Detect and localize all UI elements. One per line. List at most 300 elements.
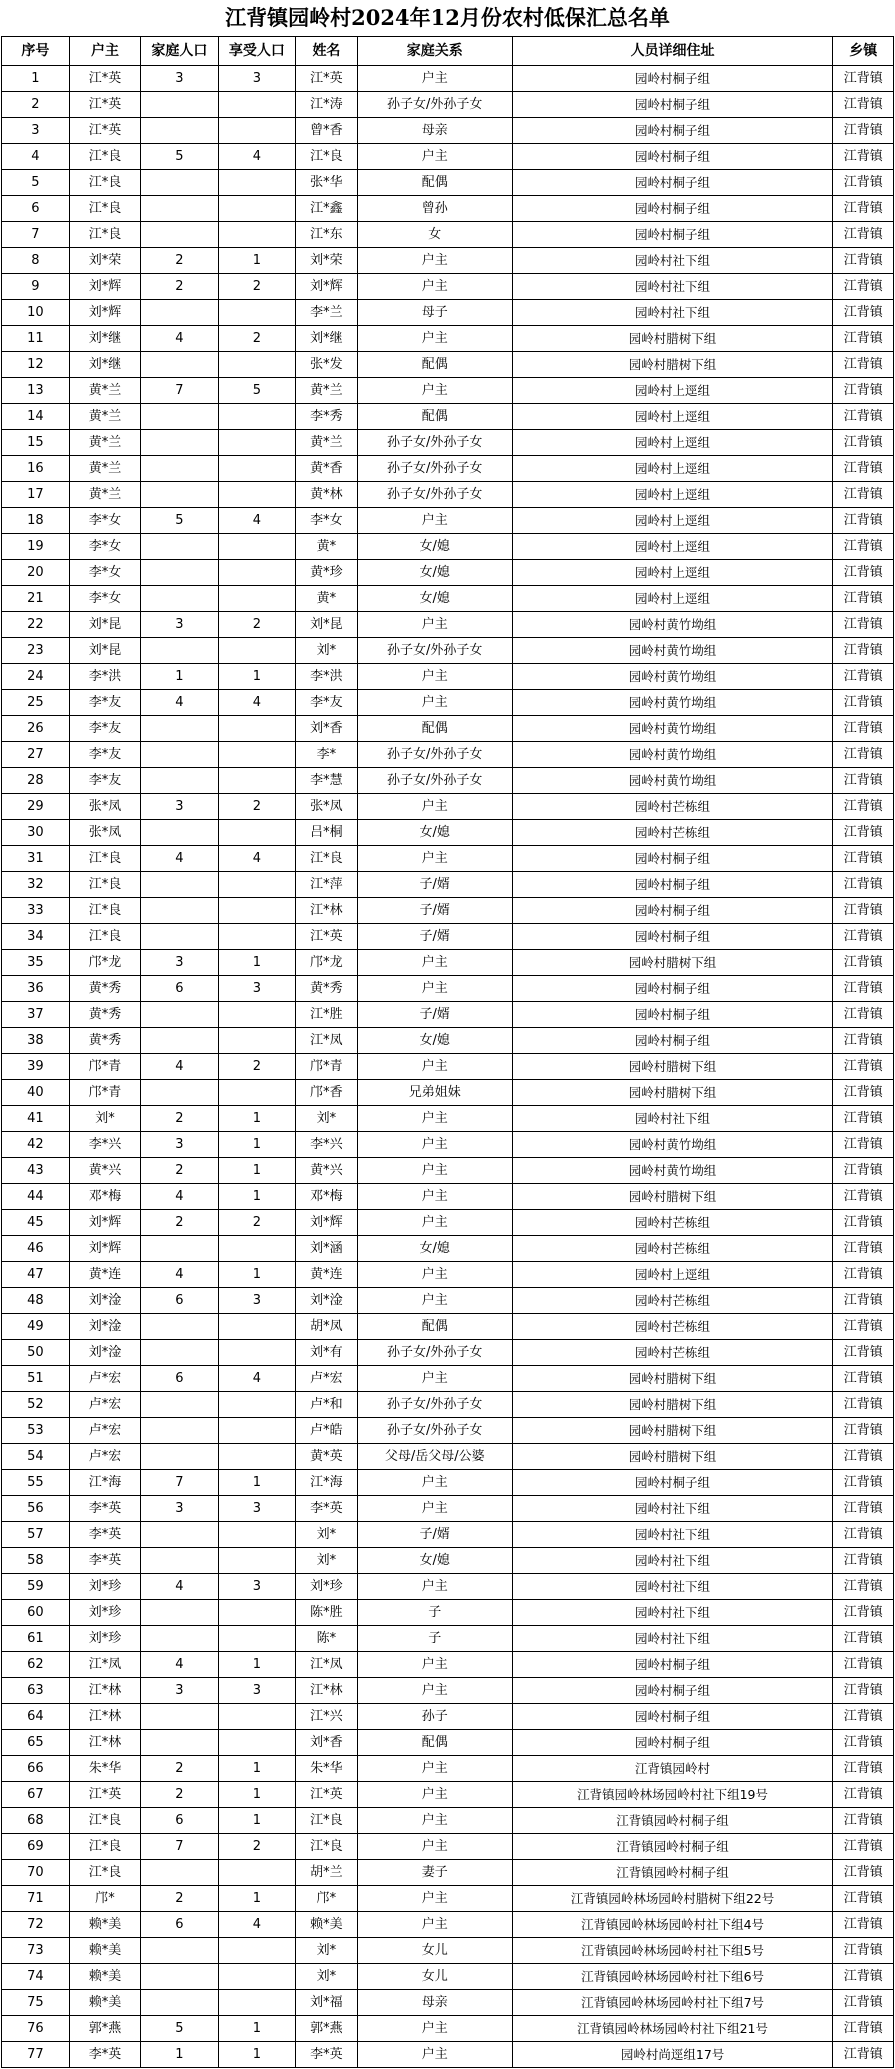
serial-cell: 36: [2, 976, 70, 1002]
township-cell: 江背镇: [833, 482, 894, 508]
relation-cell: 曾孙: [357, 196, 512, 222]
household-head-cell: 卢*宏: [69, 1418, 140, 1444]
household-size-cell: 7: [141, 1470, 218, 1496]
member-name-cell: 刘*涵: [296, 1236, 358, 1262]
table-row: [2, 1210, 894, 1236]
member-name-cell: 胡*凤: [296, 1314, 358, 1340]
household-size-cell: [141, 1418, 218, 1444]
township-cell: 江背镇: [833, 274, 894, 300]
household-head-cell: 江*林: [69, 1704, 140, 1730]
table-row: [2, 1132, 894, 1158]
table-row: [2, 352, 894, 378]
member-name-cell: 曾*香: [296, 118, 358, 144]
relation-cell: 母亲: [357, 118, 512, 144]
township-cell: 江背镇: [833, 1704, 894, 1730]
member-name-cell: 江*良: [296, 846, 358, 872]
table-row: [2, 1860, 894, 1886]
beneficiary-count-cell: 5: [218, 378, 295, 404]
serial-cell: 18: [2, 508, 70, 534]
member-name-cell: 江*良: [296, 1834, 358, 1860]
table-row: [2, 664, 894, 690]
relation-cell: 户主: [357, 976, 512, 1002]
address-cell: 园岭村黄竹坳组: [512, 638, 833, 664]
household-head-cell: 刘*辉: [69, 274, 140, 300]
address-cell: 园岭村腊树下组: [512, 1392, 833, 1418]
relation-cell: 女/媳: [357, 1548, 512, 1574]
relation-cell: 子: [357, 1600, 512, 1626]
table-row: [2, 1444, 894, 1470]
relation-cell: 孙子女/外孙子女: [357, 1340, 512, 1366]
table-row: [2, 456, 894, 482]
member-name-cell: 李*: [296, 742, 358, 768]
household-head-cell: 李*兴: [69, 1132, 140, 1158]
address-cell: 园岭村桐子组: [512, 1652, 833, 1678]
household-head-cell: 刘*继: [69, 352, 140, 378]
household-head-cell: 江*良: [69, 872, 140, 898]
header-cell: 户主: [69, 37, 140, 66]
beneficiary-count-cell: [218, 534, 295, 560]
township-cell: 江背镇: [833, 1340, 894, 1366]
beneficiary-count-cell: [218, 924, 295, 950]
member-name-cell: 刘*荣: [296, 248, 358, 274]
table-row: [2, 1808, 894, 1834]
member-name-cell: 李*慧: [296, 768, 358, 794]
household-size-cell: 2: [141, 248, 218, 274]
table-row: [2, 872, 894, 898]
household-head-cell: 李*友: [69, 716, 140, 742]
table-row: [2, 144, 894, 170]
beneficiary-count-cell: [218, 1548, 295, 1574]
township-cell: 江背镇: [833, 898, 894, 924]
serial-cell: 71: [2, 1886, 70, 1912]
table-row: [2, 1158, 894, 1184]
beneficiary-count-cell: 4: [218, 846, 295, 872]
member-name-cell: 江*林: [296, 1678, 358, 1704]
address-cell: 园岭村桐子组: [512, 1730, 833, 1756]
address-cell: 园岭村芒栋组: [512, 1340, 833, 1366]
relation-cell: 女/媳: [357, 560, 512, 586]
address-cell: 园岭村上逕组: [512, 378, 833, 404]
serial-cell: 5: [2, 170, 70, 196]
beneficiary-count-cell: 1: [218, 1782, 295, 1808]
township-cell: 江背镇: [833, 1106, 894, 1132]
member-name-cell: 刘*: [296, 1522, 358, 1548]
relation-cell: 配偶: [357, 404, 512, 430]
relation-cell: 子: [357, 1626, 512, 1652]
household-size-cell: 7: [141, 378, 218, 404]
member-name-cell: 江*海: [296, 1470, 358, 1496]
household-size-cell: 6: [141, 1808, 218, 1834]
township-cell: 江背镇: [833, 326, 894, 352]
township-cell: 江背镇: [833, 716, 894, 742]
relation-cell: 女/媳: [357, 534, 512, 560]
member-name-cell: 江*凤: [296, 1028, 358, 1054]
table-row: [2, 1028, 894, 1054]
household-head-cell: 江*凤: [69, 1652, 140, 1678]
household-size-cell: 3: [141, 950, 218, 976]
page-title: 江背镇园岭村2024年12月份农村低保汇总名单: [225, 5, 670, 30]
household-size-cell: 1: [141, 664, 218, 690]
household-head-cell: 江*英: [69, 92, 140, 118]
serial-cell: 61: [2, 1626, 70, 1652]
relation-cell: 子/婿: [357, 898, 512, 924]
address-cell: 江背镇园岭林场园岭村腊树下组22号: [512, 1886, 833, 1912]
member-name-cell: 黄*兰: [296, 430, 358, 456]
relation-cell: 户主: [357, 1470, 512, 1496]
table-row: [2, 1912, 894, 1938]
beneficiary-count-cell: [218, 1028, 295, 1054]
header-row: [2, 37, 894, 66]
household-head-cell: 刘*辉: [69, 1210, 140, 1236]
member-name-cell: 李*英: [296, 1496, 358, 1522]
household-head-cell: 江*良: [69, 924, 140, 950]
household-size-cell: 4: [141, 1054, 218, 1080]
township-cell: 江背镇: [833, 1860, 894, 1886]
relation-cell: 户主: [357, 274, 512, 300]
household-size-cell: 4: [141, 1262, 218, 1288]
township-cell: 江背镇: [833, 1964, 894, 1990]
relation-cell: 户主: [357, 1054, 512, 1080]
table-row: [2, 1730, 894, 1756]
beneficiary-count-cell: 1: [218, 1652, 295, 1678]
household-head-cell: 江*英: [69, 1782, 140, 1808]
household-size-cell: 3: [141, 1132, 218, 1158]
township-cell: 江背镇: [833, 352, 894, 378]
table-row: [2, 1990, 894, 2016]
member-name-cell: 赖*美: [296, 1912, 358, 1938]
household-size-cell: 5: [141, 144, 218, 170]
member-name-cell: 刘*福: [296, 1990, 358, 2016]
member-name-cell: 江*林: [296, 898, 358, 924]
table-row: [2, 430, 894, 456]
address-cell: 园岭村腊树下组: [512, 950, 833, 976]
township-cell: 江背镇: [833, 66, 894, 92]
table-row: [2, 274, 894, 300]
address-cell: 江背镇园岭村桐子组: [512, 1808, 833, 1834]
household-size-cell: [141, 898, 218, 924]
relation-cell: 孙子: [357, 1704, 512, 1730]
serial-cell: 66: [2, 1756, 70, 1782]
household-size-cell: [141, 92, 218, 118]
member-name-cell: 刘*有: [296, 1340, 358, 1366]
member-name-cell: 江*良: [296, 1808, 358, 1834]
household-head-cell: 黄*兰: [69, 404, 140, 430]
table-row: [2, 1600, 894, 1626]
member-name-cell: 李*兰: [296, 300, 358, 326]
township-cell: 江背镇: [833, 950, 894, 976]
serial-cell: 76: [2, 2016, 70, 2042]
address-cell: 江背镇园岭林场园岭村社下组19号: [512, 1782, 833, 1808]
member-name-cell: 邝*香: [296, 1080, 358, 1106]
address-cell: 园岭村上逕组: [512, 534, 833, 560]
table-row: [2, 1392, 894, 1418]
household-size-cell: 2: [141, 1210, 218, 1236]
table-row: [2, 1106, 894, 1132]
table-row: [2, 924, 894, 950]
beneficiary-count-cell: 4: [218, 1912, 295, 1938]
household-head-cell: 刘*荣: [69, 248, 140, 274]
township-cell: 江背镇: [833, 1080, 894, 1106]
township-cell: 江背镇: [833, 508, 894, 534]
household-size-cell: 1: [141, 2042, 218, 2068]
township-cell: 江背镇: [833, 144, 894, 170]
household-size-cell: [141, 1522, 218, 1548]
table-row: [2, 1288, 894, 1314]
address-cell: 江背镇园岭林场园岭村社下组7号: [512, 1990, 833, 2016]
household-size-cell: 6: [141, 1366, 218, 1392]
household-size-cell: [141, 924, 218, 950]
beneficiary-count-cell: [218, 1314, 295, 1340]
beneficiary-count-cell: 1: [218, 2042, 295, 2068]
address-cell: 江背镇园岭林场园岭村社下组4号: [512, 1912, 833, 1938]
household-head-cell: 卢*宏: [69, 1366, 140, 1392]
township-cell: 江背镇: [833, 222, 894, 248]
address-cell: 园岭村桐子组: [512, 846, 833, 872]
beneficiary-count-cell: 1: [218, 1470, 295, 1496]
address-cell: 园岭村腊树下组: [512, 352, 833, 378]
household-head-cell: 李*英: [69, 1496, 140, 1522]
member-name-cell: 朱*华: [296, 1756, 358, 1782]
household-head-cell: 李*友: [69, 742, 140, 768]
serial-cell: 58: [2, 1548, 70, 1574]
beneficiary-count-cell: [218, 1938, 295, 1964]
address-cell: 园岭村芒栋组: [512, 1314, 833, 1340]
relation-cell: 孙子女/外孙子女: [357, 742, 512, 768]
household-head-cell: 江*良: [69, 846, 140, 872]
township-cell: 江背镇: [833, 170, 894, 196]
household-head-cell: 刘*辉: [69, 1236, 140, 1262]
household-head-cell: 张*凤: [69, 820, 140, 846]
relation-cell: 户主: [357, 508, 512, 534]
township-cell: 江背镇: [833, 1678, 894, 1704]
address-cell: 园岭村桐子组: [512, 1002, 833, 1028]
serial-cell: 44: [2, 1184, 70, 1210]
table-row: [2, 950, 894, 976]
township-cell: 江背镇: [833, 92, 894, 118]
household-size-cell: 3: [141, 794, 218, 820]
serial-cell: 72: [2, 1912, 70, 1938]
township-cell: 江背镇: [833, 456, 894, 482]
beneficiary-count-cell: 1: [218, 950, 295, 976]
township-cell: 江背镇: [833, 1158, 894, 1184]
beneficiary-count-cell: [218, 300, 295, 326]
address-cell: 江背镇园岭林场园岭村社下组6号: [512, 1964, 833, 1990]
township-cell: 江背镇: [833, 586, 894, 612]
serial-cell: 70: [2, 1860, 70, 1886]
beneficiary-count-cell: [218, 1236, 295, 1262]
household-head-cell: 刘*: [69, 1106, 140, 1132]
beneficiary-count-cell: [218, 1964, 295, 1990]
address-cell: 园岭村尚逕组17号: [512, 2042, 833, 2068]
household-head-cell: 李*英: [69, 2042, 140, 2068]
household-size-cell: [141, 768, 218, 794]
household-head-cell: 邝*青: [69, 1054, 140, 1080]
serial-cell: 46: [2, 1236, 70, 1262]
beneficiary-count-cell: 1: [218, 1756, 295, 1782]
beneficiary-count-cell: 2: [218, 1834, 295, 1860]
beneficiary-count-cell: 2: [218, 1054, 295, 1080]
table-row: [2, 1834, 894, 1860]
beneficiary-count-cell: 2: [218, 612, 295, 638]
serial-cell: 47: [2, 1262, 70, 1288]
address-cell: 园岭村腊树下组: [512, 1444, 833, 1470]
beneficiary-count-cell: 3: [218, 1574, 295, 1600]
household-size-cell: 4: [141, 1574, 218, 1600]
relation-cell: 户主: [357, 846, 512, 872]
table-row: [2, 170, 894, 196]
relation-cell: 户主: [357, 1652, 512, 1678]
beneficiary-count-cell: [218, 872, 295, 898]
household-size-cell: [141, 482, 218, 508]
household-head-cell: 刘*辉: [69, 300, 140, 326]
beneficiary-count-cell: [218, 1600, 295, 1626]
address-cell: 园岭村黄竹坳组: [512, 690, 833, 716]
township-cell: 江背镇: [833, 1028, 894, 1054]
beneficiary-count-cell: 1: [218, 1106, 295, 1132]
relation-cell: 户主: [357, 1756, 512, 1782]
serial-cell: 51: [2, 1366, 70, 1392]
address-cell: 园岭村桐子组: [512, 170, 833, 196]
household-size-cell: [141, 300, 218, 326]
household-head-cell: 刘*昆: [69, 612, 140, 638]
household-head-cell: 江*良: [69, 144, 140, 170]
beneficiary-count-cell: [218, 742, 295, 768]
township-cell: 江背镇: [833, 1418, 894, 1444]
relation-cell: 户主: [357, 1210, 512, 1236]
table-row: [2, 1340, 894, 1366]
relation-cell: 配偶: [357, 1314, 512, 1340]
township-cell: 江背镇: [833, 768, 894, 794]
township-cell: 江背镇: [833, 1366, 894, 1392]
table-row: [2, 846, 894, 872]
township-cell: 江背镇: [833, 1444, 894, 1470]
table-row: [2, 1886, 894, 1912]
relation-cell: 户主: [357, 1808, 512, 1834]
address-cell: 园岭村黄竹坳组: [512, 612, 833, 638]
address-cell: 江背镇园岭村桐子组: [512, 1834, 833, 1860]
serial-cell: 23: [2, 638, 70, 664]
household-size-cell: 5: [141, 2016, 218, 2042]
beneficiary-count-cell: [218, 170, 295, 196]
relation-cell: 女/媳: [357, 586, 512, 612]
beneficiary-count-cell: 4: [218, 690, 295, 716]
member-name-cell: 江*东: [296, 222, 358, 248]
address-cell: 园岭村腊树下组: [512, 1366, 833, 1392]
township-cell: 江背镇: [833, 1054, 894, 1080]
table-row: [2, 560, 894, 586]
beneficiary-count-cell: [218, 1990, 295, 2016]
household-head-cell: 李*女: [69, 586, 140, 612]
table-row: [2, 1678, 894, 1704]
household-size-cell: 2: [141, 1106, 218, 1132]
table-row: [2, 2042, 894, 2068]
address-cell: 园岭村桐子组: [512, 92, 833, 118]
address-cell: 园岭村上逕组: [512, 508, 833, 534]
address-cell: 园岭村腊树下组: [512, 1418, 833, 1444]
household-head-cell: 黄*兴: [69, 1158, 140, 1184]
relation-cell: 户主: [357, 2042, 512, 2068]
member-name-cell: 江*胜: [296, 1002, 358, 1028]
member-name-cell: 刘*香: [296, 1730, 358, 1756]
township-cell: 江背镇: [833, 560, 894, 586]
table-row: [2, 222, 894, 248]
member-name-cell: 张*发: [296, 352, 358, 378]
relation-cell: 户主: [357, 1782, 512, 1808]
township-cell: 江背镇: [833, 430, 894, 456]
township-cell: 江背镇: [833, 1470, 894, 1496]
member-name-cell: 陈*: [296, 1626, 358, 1652]
household-size-cell: 4: [141, 326, 218, 352]
beneficiary-count-cell: 1: [218, 248, 295, 274]
relation-cell: 户主: [357, 144, 512, 170]
member-name-cell: 黄*兴: [296, 1158, 358, 1184]
member-name-cell: 刘*辉: [296, 1210, 358, 1236]
serial-cell: 32: [2, 872, 70, 898]
township-cell: 江背镇: [833, 1522, 894, 1548]
household-size-cell: 3: [141, 66, 218, 92]
household-head-cell: 李*女: [69, 560, 140, 586]
household-size-cell: [141, 1860, 218, 1886]
household-head-cell: 江*英: [69, 118, 140, 144]
member-name-cell: 江*良: [296, 144, 358, 170]
member-name-cell: 江*萍: [296, 872, 358, 898]
serial-cell: 57: [2, 1522, 70, 1548]
serial-cell: 8: [2, 248, 70, 274]
serial-cell: 12: [2, 352, 70, 378]
relation-cell: 户主: [357, 612, 512, 638]
member-name-cell: 邝*龙: [296, 950, 358, 976]
relation-cell: 女/媳: [357, 820, 512, 846]
household-head-cell: 李*女: [69, 534, 140, 560]
serial-cell: 20: [2, 560, 70, 586]
household-head-cell: 江*良: [69, 196, 140, 222]
relation-cell: 孙子女/外孙子女: [357, 1392, 512, 1418]
relation-cell: 子/婿: [357, 1002, 512, 1028]
member-name-cell: 郭*燕: [296, 2016, 358, 2042]
serial-cell: 27: [2, 742, 70, 768]
relation-cell: 孙子女/外孙子女: [357, 768, 512, 794]
member-name-cell: 李*友: [296, 690, 358, 716]
household-size-cell: [141, 872, 218, 898]
address-cell: 园岭村上逕组: [512, 586, 833, 612]
serial-cell: 16: [2, 456, 70, 482]
household-size-cell: 6: [141, 1912, 218, 1938]
address-cell: 园岭村社下组: [512, 300, 833, 326]
household-head-cell: 黄*兰: [69, 430, 140, 456]
relation-cell: 配偶: [357, 1730, 512, 1756]
table-row: [2, 1548, 894, 1574]
relation-cell: 女/媳: [357, 1236, 512, 1262]
address-cell: 园岭村芒栋组: [512, 794, 833, 820]
township-cell: 江背镇: [833, 1808, 894, 1834]
household-size-cell: [141, 1704, 218, 1730]
table-row: [2, 1418, 894, 1444]
serial-cell: 50: [2, 1340, 70, 1366]
address-cell: 园岭村黄竹坳组: [512, 716, 833, 742]
household-head-cell: 刘*淦: [69, 1340, 140, 1366]
member-name-cell: 卢*和: [296, 1392, 358, 1418]
township-cell: 江背镇: [833, 1938, 894, 1964]
member-name-cell: 刘*昆: [296, 612, 358, 638]
address-cell: 园岭村芒栋组: [512, 1288, 833, 1314]
member-name-cell: 江*凤: [296, 1652, 358, 1678]
serial-cell: 53: [2, 1418, 70, 1444]
serial-cell: 77: [2, 2042, 70, 2068]
household-size-cell: [141, 1938, 218, 1964]
relation-cell: 户主: [357, 1834, 512, 1860]
member-name-cell: 邝*: [296, 1886, 358, 1912]
serial-cell: 75: [2, 1990, 70, 2016]
